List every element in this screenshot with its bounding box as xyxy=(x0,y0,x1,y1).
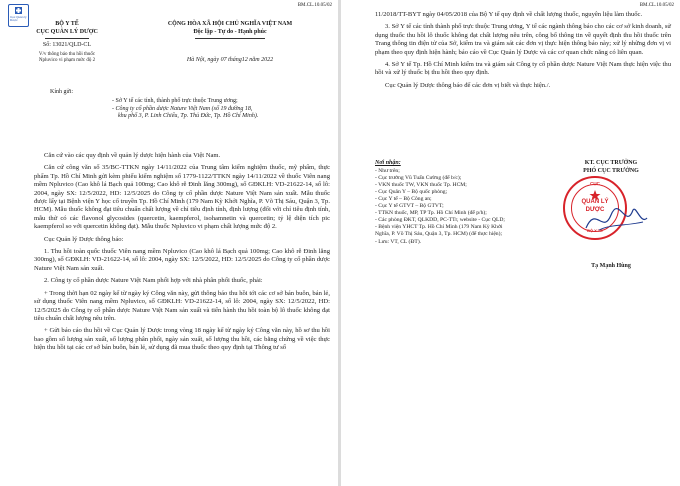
greeting: Kính gửi: xyxy=(50,89,74,95)
signature-block xyxy=(546,160,676,175)
subject-line-2: Npluvico vi phạm mức độ 2 xyxy=(38,58,96,64)
signer-name: Tạ Mạnh Hùng xyxy=(591,263,631,269)
motto-underline xyxy=(195,38,265,39)
item-2: 2. Công ty cổ phần dược Nature Việt Nam phối hợp với nhà phân phối thuốc, phải: xyxy=(44,277,263,285)
recipient-item: - Cục Y tế GTVT – Bộ GTVT; xyxy=(375,203,444,210)
stamp-mid-text-2: DƯỢC xyxy=(585,207,605,213)
form-code: BM.CL.10.05/02 xyxy=(297,3,332,8)
item-3: 3. Sở Y tế các tỉnh thành phố trực thuộc Trung ương, Y tế các ngành thông báo cho các cơ sở kinh doanh, sử dụng thuốc thu hồi lô thuốc không đạt chất lượng nêu trên, công bố thông tin về quyết định thu hồi thuốc trên Trang thông tin điện tử của Sở, kiểm tra và giám sát các đơn vị thực hiện thông báo này; xử lý những đơn vị vi phạm theo quy định hiện hành; báo cáo về Cục Quản lý Dược và các cơ quan chức năng có liên quan. xyxy=(375,23,671,56)
stamp-bottom-text: BỘ Y TẾ xyxy=(587,228,603,233)
agency-underline xyxy=(45,38,89,39)
para-notice: Cục Quản lý Dược thông báo: xyxy=(44,235,124,243)
recipient-item: - Bệnh viện YHCT Tp. Hồ Chí Minh (179 Nam Kỳ Khởi xyxy=(375,224,503,231)
recipient-item: - Cục trưởng Vũ Tuấn Cường (để b/c); xyxy=(375,174,462,181)
recipient-item: - TTKN thuốc, MP, TP Tp. Hồ Chí Minh (để p/h); xyxy=(375,210,487,217)
para-basis: Căn cứ vào các quy định về quản lý dược hiện hành của Việt Nam. xyxy=(44,152,221,159)
date-place: Hà Nội, ngày 07 tháng12 năm 2022 xyxy=(186,57,274,63)
recipients-block xyxy=(375,160,545,246)
agency-name: CỤC QUẢN LÝ DƯỢC xyxy=(36,29,98,35)
recipient-2 xyxy=(112,106,334,121)
doc-number: Số: 13021/QLD-CL xyxy=(42,42,92,48)
sign-title: PHÓ CỤC TRƯỞNG xyxy=(583,167,639,174)
item-4: 4. Sở Y tế Tp. Hồ Chí Minh kiểm tra và giám sát Công ty cổ phần dược Nature Việt Nam thực hiện việc thu hồi và xử lý thuốc bị thu hồi theo quy định. xyxy=(375,61,671,77)
doc-subject xyxy=(12,52,122,65)
logo-text: Cục Quản lý Dược xyxy=(10,15,27,23)
document-page-2 xyxy=(341,0,680,486)
closing: Cục Quản lý Dược thông báo để các đơn vị biết và thực hiện./. xyxy=(385,81,551,89)
recipient-item: Nghĩa, P. Võ Thị Sáu, Quận 3, Tp. HCM) (để thực hiện); xyxy=(375,231,503,238)
form-code: BM.CL.10.05/02 xyxy=(639,3,674,8)
recipient-item: - Cục Quân Y – Bộ quốc phòng; xyxy=(375,188,448,195)
motto: Độc lập - Tự do - Hạnh phúc xyxy=(193,29,267,35)
recipient-item: - Cục Y tế – Bộ Công an; xyxy=(375,195,432,202)
body-text xyxy=(375,11,671,90)
recipient-item: - Lưu: VT, CL (ĐT). xyxy=(375,238,422,245)
stamp-top-text: CỤC xyxy=(590,181,600,186)
recipient-2-line-2: khu phố 3, P. Linh Chiểu, Tp. Thủ Đức, Tp. Hồ Chí Minh). xyxy=(118,113,259,120)
sign-for: KT. CỤC TRƯỞNG xyxy=(584,160,638,166)
para-continued: 11/2018/TT-BYT ngày 04/05/2018 của Bộ Y tế quy định về chất lượng thuốc, nguyên liệu làm thuốc. xyxy=(375,11,643,18)
document-page-1 xyxy=(0,0,338,486)
bullet-1: + Trong thời hạn 02 ngày kể từ ngày ký Công văn này, gửi thông báo thu hồi tới các cơ sở bán buôn, bán lẻ, sử dụng thuốc Viên nang mềm Npluvico, số GĐKLH: VD-21622-14, số lô: 2004, ngày SX: 12/5/2022, HD: 12/5/2025 do Công ty cổ phần dược Nature Việt Nam sản xuất và tiến hành thu hồi toàn bộ lô thuốc không đạt tiêu chuẩn chất lượng nêu trên. xyxy=(34,289,330,322)
item-1: 1. Thu hồi toàn quốc thuốc Viên nang mềm Npluvico (Cao khô lá Bạch quả 100mg; Cao khô rễ Đinh lăng 300mg), số GĐKLH: VD-21622-14, số lô: 2004, ngày SX: 12/5/2022, HD: 12/5/2025 do Công ty cổ phần dược Nature Việt Nam sản xuất. xyxy=(34,248,330,272)
recipient-2-line-1: - Công ty cổ phần dược Nature Việt Nam (số 19 đường 18, xyxy=(112,105,253,112)
republic-title: CỘNG HÒA XÃ HỘI CHỦ NGHĨA VIỆT NAM xyxy=(167,21,293,27)
agency-parent: BỘ Y TẾ xyxy=(55,21,79,27)
recipient-item: - Như trên; xyxy=(375,167,400,174)
recipient-item: - VKN thuốc TW, VKN thuốc Tp. HCM; xyxy=(375,181,467,188)
recipients-title: Nơi nhận: xyxy=(375,160,401,166)
recipient-item: - Các phòng ĐKT, QLKDD, PC-TTr, website - Cục QLD; xyxy=(375,217,505,224)
subject-line-1: V/v thông báo thu hồi thuốc xyxy=(38,52,96,57)
bullet-2: + Gửi báo cáo thu hồi về Cục Quản lý Dược trong vòng 18 ngày kể từ ngày ký Công văn này, hồ sơ thu hồi bao gồm số lượng sản xuất, số lượng phân phối, ngày sản xuất, số lượng thu hồi, các bằng chứng về việc thực hiện thu hồi tại các cơ sở bán buôn, bán lẻ, sử dụng đã mua thuốc theo quy định tại Thông tư số xyxy=(34,327,330,352)
para-report: Căn cứ công văn số 35/BC-TTKN ngày 14/11/2022 của Trung tâm kiểm nghiệm thuốc, mỹ phẩm, thực phẩm Tp. Hồ Chí Minh gửi kèm phiếu kiểm nghiệm số 1779-1122/TTKN ngày 14/11/2022 về thuốc Viên nang mềm Npluvico (Cao khô lá Bạch quả 100mg; Cao khô rễ Đinh lăng 300mg), số GĐKLH: VD-21622-14, số lô: 2004, ngày SX: 12/5/2022, HD: 12/5/2025 do Công ty cổ phần dược Nature Việt Nam sản xuất. Mẫu thuốc được lấy tại Bệnh viện Y học cổ truyền Tp. Hồ Chí Minh (179 Nam Kỳ Khởi Nghĩa, P. Võ Thị Sáu, Quận 3, Tp. HCM). Mẫu thuốc không đạt tiêu chuẩn chất lượng về chỉ tiêu định tính, định lượng (đối với chỉ tiêu định tính, mẫu thử có các flavonol glycosides (quercetin, kaempferol, isohamnetin và quercetin; tỷ lệ diện tích pic kaempferol so với quercetin không đạt). Mẫu thuốc Npluvico vi phạm chất lượng mức độ 2. xyxy=(34,164,330,231)
recipient-list xyxy=(112,98,334,121)
recipients-list xyxy=(375,168,545,246)
handwritten-signature-icon xyxy=(581,200,651,240)
stamp-mid-text-1: QUẢN LÝ xyxy=(581,199,609,205)
recipient-1: - Sở Y tế các tỉnh, thành phố trực thuộc Trung ương; xyxy=(112,98,238,104)
body-text xyxy=(34,152,330,353)
